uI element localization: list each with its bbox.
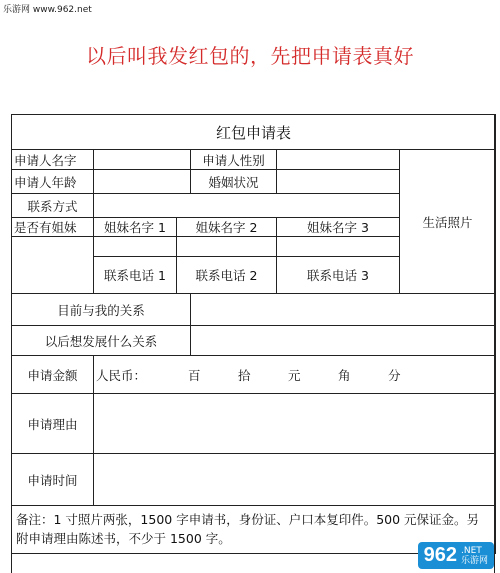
- watermark-bottom: [418, 542, 494, 569]
- amount-field[interactable]: [94, 356, 496, 394]
- watermark-cn: 乐游网: [460, 555, 488, 566]
- sister-name-3-field[interactable]: [277, 237, 400, 257]
- relation-now-label: 目前与我的关系: [12, 294, 191, 326]
- relation-future-field[interactable]: [191, 326, 496, 356]
- age-field[interactable]: [94, 170, 191, 194]
- sister-name-3: 姐妹名字 3: [277, 218, 400, 237]
- watermark-brand: 962: [423, 544, 457, 566]
- has-sister-field[interactable]: [12, 237, 94, 294]
- time-field[interactable]: [94, 454, 496, 506]
- contact-label: 联系方式: [12, 194, 94, 218]
- sister-name-2-field[interactable]: [177, 237, 277, 257]
- watermark-top: 乐游网 www.962.net: [3, 5, 92, 15]
- unit-yuan: 元: [288, 367, 301, 383]
- sister-phone-1: 联系电话 1: [94, 257, 177, 294]
- watermark-net: .NET: [460, 545, 482, 556]
- relation-future-label: 以后想发展什么关系: [12, 326, 191, 356]
- amount-label: 申请金额: [12, 356, 94, 394]
- name-label: 申请人名字: [12, 150, 94, 170]
- watermark-text: [461, 546, 488, 566]
- relation-now-field[interactable]: [191, 294, 496, 326]
- form-title: 红包申请表: [12, 115, 496, 150]
- headline: 以后叫我发红包的，先把申请表真好: [86, 44, 414, 68]
- application-form: [11, 114, 496, 554]
- marital-field[interactable]: [277, 170, 400, 194]
- unit-fen: 分: [388, 367, 401, 383]
- age-label: 申请人年龄: [12, 170, 94, 194]
- gender-field[interactable]: [277, 150, 400, 170]
- marital-label: 婚姻状况: [191, 170, 277, 194]
- sister-name-1: 姐妹名字 1: [94, 218, 177, 237]
- reason-field[interactable]: [94, 394, 496, 454]
- has-sister-label: 是否有姐妹: [12, 218, 94, 237]
- sister-phone-3: 联系电话 3: [277, 257, 400, 294]
- name-field[interactable]: [94, 150, 191, 170]
- unit-jiao: 角: [338, 367, 351, 383]
- unit-ten: 拾: [238, 367, 251, 383]
- sister-phone-2: 联系电话 2: [177, 257, 277, 294]
- sister-name-1-field[interactable]: [94, 237, 177, 257]
- sister-name-2: 姐妹名字 2: [177, 218, 277, 237]
- time-label: 申请时间: [12, 454, 94, 506]
- unit-hundred: 百: [188, 367, 201, 383]
- gender-label: 申请人性别: [191, 150, 277, 170]
- photo-label: 生活照片: [400, 150, 496, 294]
- reason-label: 申请理由: [12, 394, 94, 454]
- currency-label: 人民币：: [96, 367, 147, 383]
- contact-field[interactable]: [94, 194, 400, 218]
- note: 备注：1 寸照片两张，1500 字申请书，身份证、户口本复印件。500 元保证金。另附申请理由陈述书，不少于 1500 字。: [12, 506, 496, 554]
